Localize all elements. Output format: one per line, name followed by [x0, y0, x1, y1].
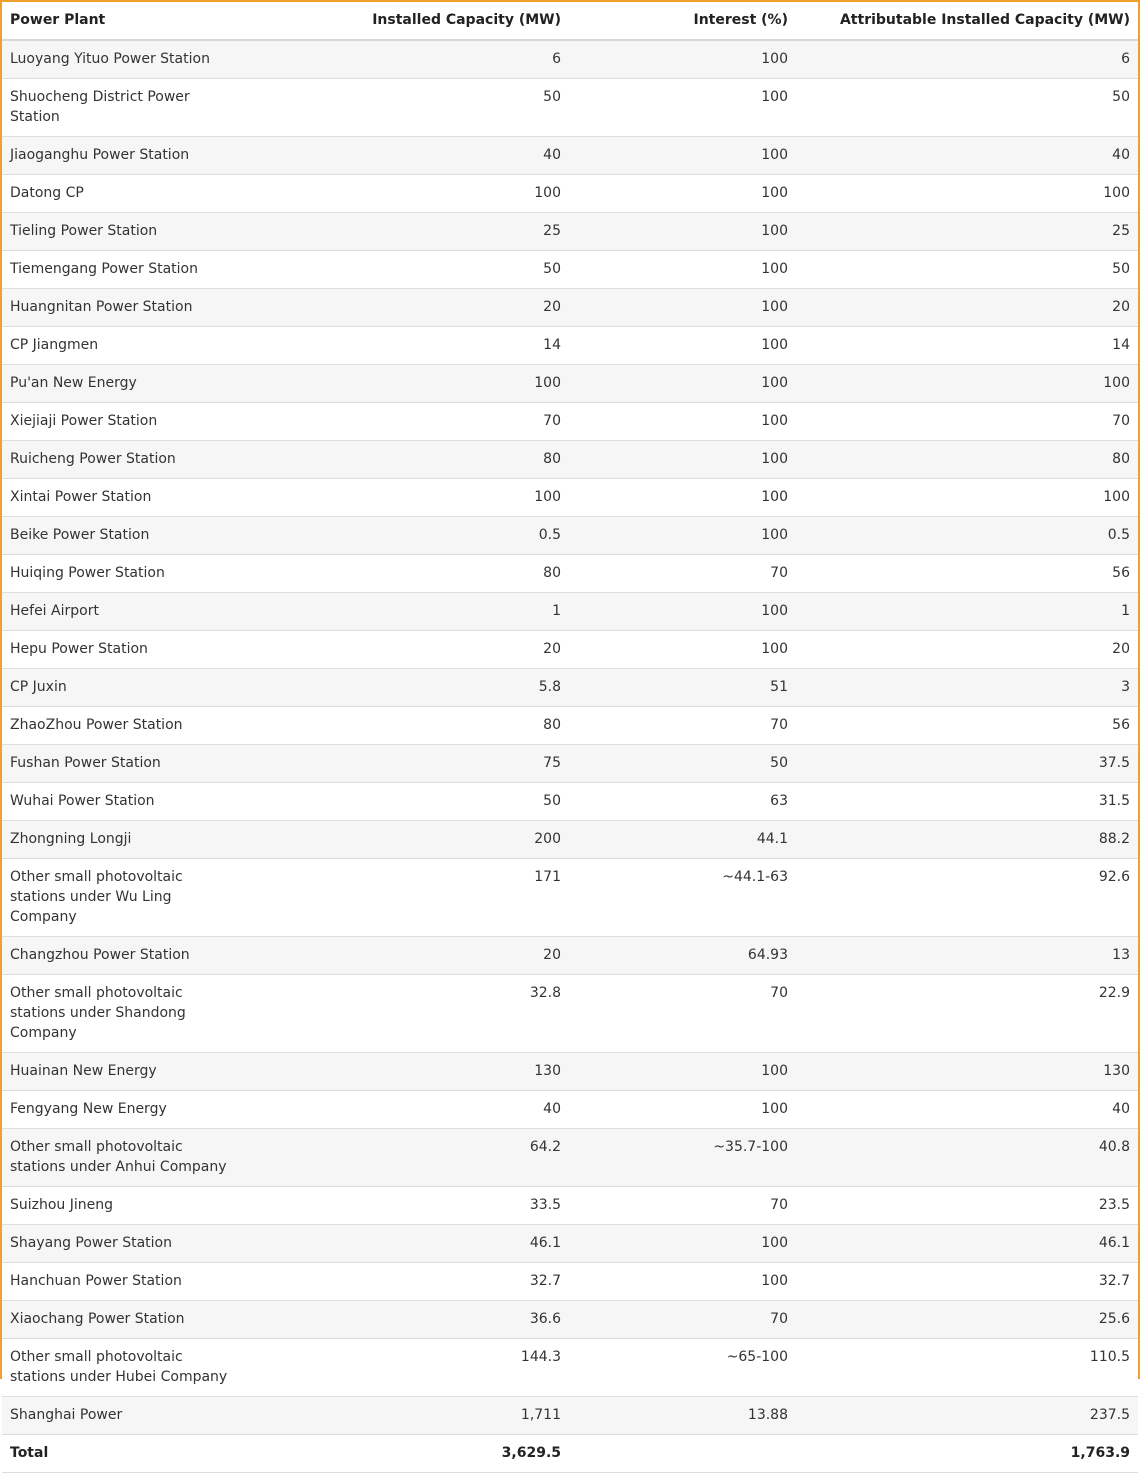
table-row — [2, 40, 1138, 79]
cell-power-plant — [2, 1091, 288, 1129]
table-row — [2, 937, 1138, 975]
cell-attributable-capacity: 0.5 — [796, 517, 1138, 555]
cell-power-plant — [2, 1187, 288, 1225]
cell-attributable-capacity: 100 — [796, 365, 1138, 403]
cell-attributable-capacity: 92.6 — [796, 859, 1138, 937]
cell-interest: ~35.7-100 — [569, 1129, 796, 1187]
cell-attributable-capacity: 14 — [796, 327, 1138, 365]
cell-interest: 64.93 — [569, 937, 796, 975]
cell-power-plant — [2, 213, 288, 251]
table-row — [2, 1225, 1138, 1263]
table-row — [2, 251, 1138, 289]
table-row — [2, 707, 1138, 745]
cell-interest: 13.88 — [569, 1397, 796, 1435]
cell-attributable-capacity: 22.9 — [796, 975, 1138, 1053]
table-row — [2, 669, 1138, 707]
plant-name: Xiejiaji Power Station — [10, 413, 158, 429]
table-row — [2, 593, 1138, 631]
cell-power-plant — [2, 479, 288, 517]
cell-power-plant — [2, 745, 288, 783]
plant-name: Changzhou Power Station — [10, 947, 190, 963]
cell-attributable-capacity: 50 — [796, 251, 1138, 289]
plant-name: Tiemengang Power Station — [10, 261, 198, 277]
cell-attributable-capacity: 31.5 — [796, 783, 1138, 821]
cell-power-plant — [2, 975, 288, 1053]
cell-interest: 70 — [569, 555, 796, 593]
table-row — [2, 1339, 1138, 1397]
cell-interest: 70 — [569, 1187, 796, 1225]
cell-power-plant — [2, 79, 288, 137]
plant-name: Other small photovoltaic stations under Anhui Company — [10, 1139, 227, 1175]
cell-attributable-capacity: 110.5 — [796, 1339, 1138, 1397]
cell-attributable-capacity: 20 — [796, 631, 1138, 669]
table-row — [2, 289, 1138, 327]
table-row — [2, 213, 1138, 251]
table-row — [2, 441, 1138, 479]
cell-power-plant — [2, 1301, 288, 1339]
cell-attributable-capacity: 100 — [796, 175, 1138, 213]
cell-attributable-capacity: 88.2 — [796, 821, 1138, 859]
cell-installed-capacity: 200 — [288, 821, 569, 859]
plant-name: Fengyang New Energy — [10, 1101, 167, 1117]
cell-installed-capacity: 14 — [288, 327, 569, 365]
cell-installed-capacity: 144.3 — [288, 1339, 569, 1397]
cell-installed-capacity: 6 — [288, 40, 569, 79]
cell-attributable-capacity: 46.1 — [796, 1225, 1138, 1263]
cell-attributable-capacity: 237.5 — [796, 1397, 1138, 1435]
cell-attributable-capacity: 25 — [796, 213, 1138, 251]
power-plant-table — [2, 2, 1138, 1473]
cell-interest: 100 — [569, 137, 796, 175]
cell-installed-capacity: 32.8 — [288, 975, 569, 1053]
cell-attributable-capacity: 32.7 — [796, 1263, 1138, 1301]
cell-interest: 100 — [569, 631, 796, 669]
header-installed-capacity: Installed Capacity (MW) — [288, 2, 569, 40]
cell-installed-capacity: 32.7 — [288, 1263, 569, 1301]
cell-power-plant — [2, 137, 288, 175]
cell-interest: 100 — [569, 175, 796, 213]
plant-name: Pu'an New Energy — [10, 375, 137, 391]
cell-attributable-capacity: 130 — [796, 1053, 1138, 1091]
cell-power-plant — [2, 631, 288, 669]
cell-power-plant — [2, 859, 288, 937]
table-row — [2, 745, 1138, 783]
cell-installed-capacity: 33.5 — [288, 1187, 569, 1225]
plant-name: Other small photovoltaic stations under Shandong Company — [10, 985, 186, 1041]
cell-installed-capacity: 50 — [288, 251, 569, 289]
cell-interest: 100 — [569, 213, 796, 251]
cell-interest: 70 — [569, 975, 796, 1053]
total-row — [2, 1435, 1138, 1473]
table-row — [2, 859, 1138, 937]
cell-attributable-capacity: 25.6 — [796, 1301, 1138, 1339]
table-row — [2, 821, 1138, 859]
cell-interest: ~65-100 — [569, 1339, 796, 1397]
table-row — [2, 327, 1138, 365]
cell-power-plant — [2, 821, 288, 859]
cell-installed-capacity: 50 — [288, 79, 569, 137]
cell-installed-capacity: 130 — [288, 1053, 569, 1091]
plant-name: Xintai Power Station — [10, 489, 152, 505]
cell-installed-capacity: 40 — [288, 1091, 569, 1129]
cell-interest: 100 — [569, 441, 796, 479]
plant-name: Huiqing Power Station — [10, 565, 165, 581]
cell-interest: 100 — [569, 365, 796, 403]
plant-name: Shanghai Power — [10, 1407, 123, 1423]
cell-installed-capacity: 100 — [288, 479, 569, 517]
plant-name: Wuhai Power Station — [10, 793, 155, 809]
table-row — [2, 517, 1138, 555]
cell-power-plant — [2, 327, 288, 365]
cell-interest: 100 — [569, 1263, 796, 1301]
header-row — [2, 2, 1138, 40]
cell-power-plant — [2, 441, 288, 479]
total-cell-attributable-capacity: 1,763.9 — [796, 1435, 1138, 1473]
plant-name: Xiaochang Power Station — [10, 1311, 185, 1327]
cell-interest: 51 — [569, 669, 796, 707]
cell-interest: 100 — [569, 251, 796, 289]
cell-power-plant — [2, 707, 288, 745]
plant-name: Hefei Airport — [10, 603, 99, 619]
cell-installed-capacity: 80 — [288, 441, 569, 479]
cell-power-plant — [2, 517, 288, 555]
plant-name: Huainan New Energy — [10, 1063, 157, 1079]
cell-attributable-capacity: 70 — [796, 403, 1138, 441]
cell-installed-capacity: 25 — [288, 213, 569, 251]
table-row — [2, 1397, 1138, 1435]
total-cell-interest — [569, 1435, 796, 1473]
cell-power-plant — [2, 1053, 288, 1091]
cell-interest: 100 — [569, 289, 796, 327]
cell-installed-capacity: 70 — [288, 403, 569, 441]
plant-name: Jiaoganghu Power Station — [10, 147, 190, 163]
plant-name: Beike Power Station — [10, 527, 150, 543]
plant-name: CP Juxin — [10, 679, 67, 695]
cell-installed-capacity: 171 — [288, 859, 569, 937]
cell-attributable-capacity: 50 — [796, 79, 1138, 137]
cell-installed-capacity: 100 — [288, 365, 569, 403]
cell-installed-capacity: 1,711 — [288, 1397, 569, 1435]
cell-attributable-capacity: 1 — [796, 593, 1138, 631]
cell-installed-capacity: 46.1 — [288, 1225, 569, 1263]
plant-name: Other small photovoltaic stations under Wu Ling Company — [10, 869, 183, 925]
cell-interest: 100 — [569, 593, 796, 631]
table-row — [2, 403, 1138, 441]
cell-interest: ~44.1-63 — [569, 859, 796, 937]
cell-attributable-capacity: 40 — [796, 1091, 1138, 1129]
table-row — [2, 1187, 1138, 1225]
cell-installed-capacity: 100 — [288, 175, 569, 213]
cell-attributable-capacity: 80 — [796, 441, 1138, 479]
cell-interest: 44.1 — [569, 821, 796, 859]
plant-name: Suizhou Jineng — [10, 1197, 114, 1213]
cell-installed-capacity: 75 — [288, 745, 569, 783]
table-row — [2, 175, 1138, 213]
cell-power-plant — [2, 40, 288, 79]
cell-power-plant — [2, 365, 288, 403]
cell-attributable-capacity: 56 — [796, 555, 1138, 593]
cell-power-plant — [2, 669, 288, 707]
total-cell-power-plant: Total — [2, 1435, 288, 1473]
cell-interest: 50 — [569, 745, 796, 783]
cell-interest: 100 — [569, 1053, 796, 1091]
cell-interest: 70 — [569, 707, 796, 745]
cell-attributable-capacity: 20 — [796, 289, 1138, 327]
cell-power-plant — [2, 251, 288, 289]
cell-interest: 63 — [569, 783, 796, 821]
table-row — [2, 1301, 1138, 1339]
cell-attributable-capacity: 3 — [796, 669, 1138, 707]
cell-installed-capacity: 20 — [288, 631, 569, 669]
cell-attributable-capacity: 100 — [796, 479, 1138, 517]
plant-name: Zhongning Longji — [10, 831, 132, 847]
plant-name: Luoyang Yituo Power Station — [10, 51, 210, 67]
plant-name: Hepu Power Station — [10, 641, 148, 657]
cell-interest: 100 — [569, 40, 796, 79]
cell-installed-capacity: 36.6 — [288, 1301, 569, 1339]
cell-interest: 100 — [569, 1225, 796, 1263]
cell-installed-capacity: 50 — [288, 783, 569, 821]
cell-installed-capacity: 80 — [288, 707, 569, 745]
header-power-plant: Power Plant — [2, 2, 288, 40]
cell-interest: 100 — [569, 327, 796, 365]
table-row — [2, 783, 1138, 821]
plant-name: ZhaoZhou Power Station — [10, 717, 183, 733]
cell-power-plant — [2, 1263, 288, 1301]
cell-interest: 70 — [569, 1301, 796, 1339]
plant-name: Hanchuan Power Station — [10, 1273, 182, 1289]
cell-installed-capacity: 80 — [288, 555, 569, 593]
plant-name: Ruicheng Power Station — [10, 451, 176, 467]
plant-name: Other small photovoltaic stations under Hubei Company — [10, 1349, 228, 1385]
cell-attributable-capacity: 40 — [796, 137, 1138, 175]
total-cell-installed-capacity: 3,629.5 — [288, 1435, 569, 1473]
cell-power-plant — [2, 783, 288, 821]
cell-interest: 100 — [569, 517, 796, 555]
cell-interest: 100 — [569, 479, 796, 517]
cell-power-plant — [2, 403, 288, 441]
cell-installed-capacity: 20 — [288, 289, 569, 327]
cell-power-plant — [2, 1339, 288, 1397]
cell-installed-capacity: 40 — [288, 137, 569, 175]
cell-power-plant — [2, 1397, 288, 1435]
cell-installed-capacity: 5.8 — [288, 669, 569, 707]
cell-attributable-capacity: 56 — [796, 707, 1138, 745]
table-row — [2, 975, 1138, 1053]
table-body — [2, 40, 1138, 1473]
table-row — [2, 555, 1138, 593]
table-row — [2, 1091, 1138, 1129]
cell-power-plant — [2, 1225, 288, 1263]
table-row — [2, 137, 1138, 175]
cell-interest: 100 — [569, 79, 796, 137]
table-row — [2, 631, 1138, 669]
plant-name: Huangnitan Power Station — [10, 299, 193, 315]
plant-name: Tieling Power Station — [10, 223, 158, 239]
cell-power-plant — [2, 937, 288, 975]
plant-name: Datong CP — [10, 185, 84, 201]
table-row — [2, 1129, 1138, 1187]
cell-interest: 100 — [569, 403, 796, 441]
cell-attributable-capacity: 37.5 — [796, 745, 1138, 783]
header-attributable-capacity: Attributable Installed Capacity (MW) — [796, 2, 1138, 40]
table-row — [2, 1263, 1138, 1301]
header-interest: Interest (%) — [569, 2, 796, 40]
table-row — [2, 479, 1138, 517]
plant-name: Shayang Power Station — [10, 1235, 172, 1251]
cell-power-plant — [2, 555, 288, 593]
cell-power-plant — [2, 1129, 288, 1187]
cell-power-plant — [2, 289, 288, 327]
cell-installed-capacity: 1 — [288, 593, 569, 631]
cell-installed-capacity: 64.2 — [288, 1129, 569, 1187]
cell-interest: 100 — [569, 1091, 796, 1129]
cell-installed-capacity: 0.5 — [288, 517, 569, 555]
table-row — [2, 1053, 1138, 1091]
table-row — [2, 79, 1138, 137]
cell-attributable-capacity: 6 — [796, 40, 1138, 79]
cell-attributable-capacity: 40.8 — [796, 1129, 1138, 1187]
table-row — [2, 365, 1138, 403]
cell-power-plant — [2, 175, 288, 213]
cell-attributable-capacity: 13 — [796, 937, 1138, 975]
cell-attributable-capacity: 23.5 — [796, 1187, 1138, 1225]
plant-name: Shuocheng District Power Station — [10, 89, 190, 125]
plant-name: Fushan Power Station — [10, 755, 161, 771]
cell-power-plant — [2, 593, 288, 631]
plant-name: CP Jiangmen — [10, 337, 99, 353]
cell-installed-capacity: 20 — [288, 937, 569, 975]
